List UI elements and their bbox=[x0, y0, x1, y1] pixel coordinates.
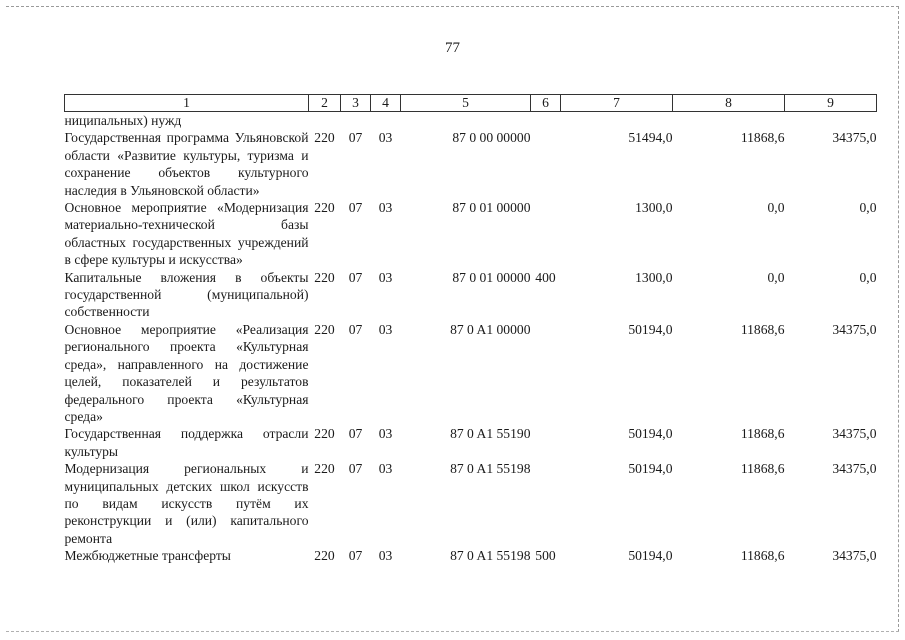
row-name: Государственная программа Ульяновской области «Развитие культуры, туризма и сохранение объектов культурного наследия в Ульяновской области» bbox=[64, 130, 309, 198]
row-name: Государственная поддержка отрасли культуры bbox=[64, 426, 309, 459]
row-target-code: 87 0 A1 00000 bbox=[450, 321, 531, 337]
table-row bbox=[65, 547, 877, 564]
header-col-8: 8 bbox=[673, 95, 785, 112]
row-section: 07 bbox=[348, 269, 363, 285]
row-subsection: 03 bbox=[378, 321, 393, 337]
table-row bbox=[65, 321, 877, 425]
row-amount-col7: 50194,0 bbox=[628, 548, 673, 564]
row-target-code: 87 0 A1 55190 bbox=[450, 426, 531, 442]
row-amount-col8: 11868,6 bbox=[740, 321, 785, 337]
row-expense-type bbox=[531, 460, 561, 547]
row-subsection: 03 bbox=[378, 461, 393, 477]
row-amount-col8: 11868,6 bbox=[740, 130, 785, 146]
header-col-3: 3 bbox=[341, 95, 371, 112]
row-expense-type bbox=[531, 425, 561, 460]
row-expense-type bbox=[531, 129, 561, 199]
row-subsection: 03 bbox=[378, 269, 393, 285]
row-target-code: 87 0 A1 55198 bbox=[450, 548, 531, 564]
header-col-1: 1 bbox=[65, 95, 309, 112]
page-border-bottom bbox=[6, 631, 899, 632]
row-amount-col8: 0,0 bbox=[767, 200, 785, 216]
row-amount-col9: 34375,0 bbox=[832, 426, 877, 442]
row-subsection: 03 bbox=[378, 426, 393, 442]
page-border-top bbox=[6, 6, 899, 7]
row-section: 07 bbox=[348, 426, 363, 442]
row-name: Капитальные вложения в объекты государственной (муниципальной) собственности bbox=[64, 269, 309, 320]
row-amount-col7: 50194,0 bbox=[628, 461, 673, 477]
row-ministry-code: 220 bbox=[314, 269, 335, 285]
table-row bbox=[65, 425, 877, 460]
row-expense-type bbox=[531, 321, 561, 425]
row-ministry-code: 220 bbox=[314, 461, 335, 477]
header-col-6: 6 bbox=[531, 95, 561, 112]
row-amount-col8: 11868,6 bbox=[740, 548, 785, 564]
row-target-code: 87 0 01 00000 bbox=[452, 200, 531, 216]
row-amount-col9: 34375,0 bbox=[832, 321, 877, 337]
continuation-text: ниципальных) нужд bbox=[64, 113, 182, 128]
row-expense-type: 500 bbox=[535, 548, 556, 564]
table-row bbox=[65, 129, 877, 199]
row-amount-col9: 0,0 bbox=[859, 269, 877, 285]
row-section: 07 bbox=[348, 130, 363, 146]
row-amount-col8: 11868,6 bbox=[740, 426, 785, 442]
row-amount-col8: 11868,6 bbox=[740, 461, 785, 477]
row-expense-type bbox=[531, 199, 561, 269]
row-ministry-code: 220 bbox=[314, 321, 335, 337]
row-amount-col9: 34375,0 bbox=[832, 461, 877, 477]
row-amount-col7: 51494,0 bbox=[628, 130, 673, 146]
row-target-code: 87 0 00 00000 bbox=[452, 130, 531, 146]
row-target-code: 87 0 01 00000 bbox=[452, 269, 531, 285]
row-section: 07 bbox=[348, 548, 363, 564]
row-name: Основное мероприятие «Модернизация материально-технической базы областных государственных учреждений в сфере культуры и искусства» bbox=[64, 200, 309, 268]
header-col-4: 4 bbox=[371, 95, 401, 112]
header-col-9: 9 bbox=[785, 95, 877, 112]
table-row bbox=[65, 199, 877, 269]
row-ministry-code: 220 bbox=[314, 130, 335, 146]
row-amount-col9: 34375,0 bbox=[832, 548, 877, 564]
table-row bbox=[65, 269, 877, 321]
page-number: 77 bbox=[445, 40, 460, 56]
row-name: Межбюджетные трансферты bbox=[64, 548, 231, 564]
row-amount-col7: 1300,0 bbox=[635, 200, 673, 216]
row-amount-col7: 1300,0 bbox=[635, 269, 673, 285]
row-amount-col7: 50194,0 bbox=[628, 426, 673, 442]
row-amount-col7: 50194,0 bbox=[628, 321, 673, 337]
row-ministry-code: 220 bbox=[314, 548, 335, 564]
row-target-code: 87 0 A1 55198 bbox=[450, 461, 531, 477]
row-ministry-code: 220 bbox=[314, 426, 335, 442]
row-section: 07 bbox=[348, 321, 363, 337]
header-col-7: 7 bbox=[561, 95, 673, 112]
row-section: 07 bbox=[348, 200, 363, 216]
row-name: Модернизация региональных и муниципальных детских школ искусств по видам искусств путём их реконструкции и (или) капитального ремонта bbox=[64, 461, 309, 546]
row-amount-col9: 34375,0 bbox=[832, 130, 877, 146]
row-subsection: 03 bbox=[378, 200, 393, 216]
table-header-row bbox=[65, 95, 877, 112]
row-subsection: 03 bbox=[378, 130, 393, 146]
header-col-2: 2 bbox=[309, 95, 341, 112]
header-col-5: 5 bbox=[401, 95, 531, 112]
row-amount-col8: 0,0 bbox=[767, 269, 785, 285]
row-name: Основное мероприятие «Реализация регионального проекта «Культурная среда», направленного на достижение целей, показателей и результатов федерального проекта «Культурная среда» bbox=[64, 321, 309, 424]
row-expense-type: 400 bbox=[535, 269, 556, 285]
page-border-right bbox=[898, 6, 899, 632]
row-ministry-code: 220 bbox=[314, 200, 335, 216]
row-subsection: 03 bbox=[378, 548, 393, 564]
continuation-row bbox=[65, 112, 877, 130]
table-row bbox=[65, 460, 877, 547]
row-amount-col9: 0,0 bbox=[859, 200, 877, 216]
row-section: 07 bbox=[348, 461, 363, 477]
budget-table bbox=[64, 94, 877, 565]
